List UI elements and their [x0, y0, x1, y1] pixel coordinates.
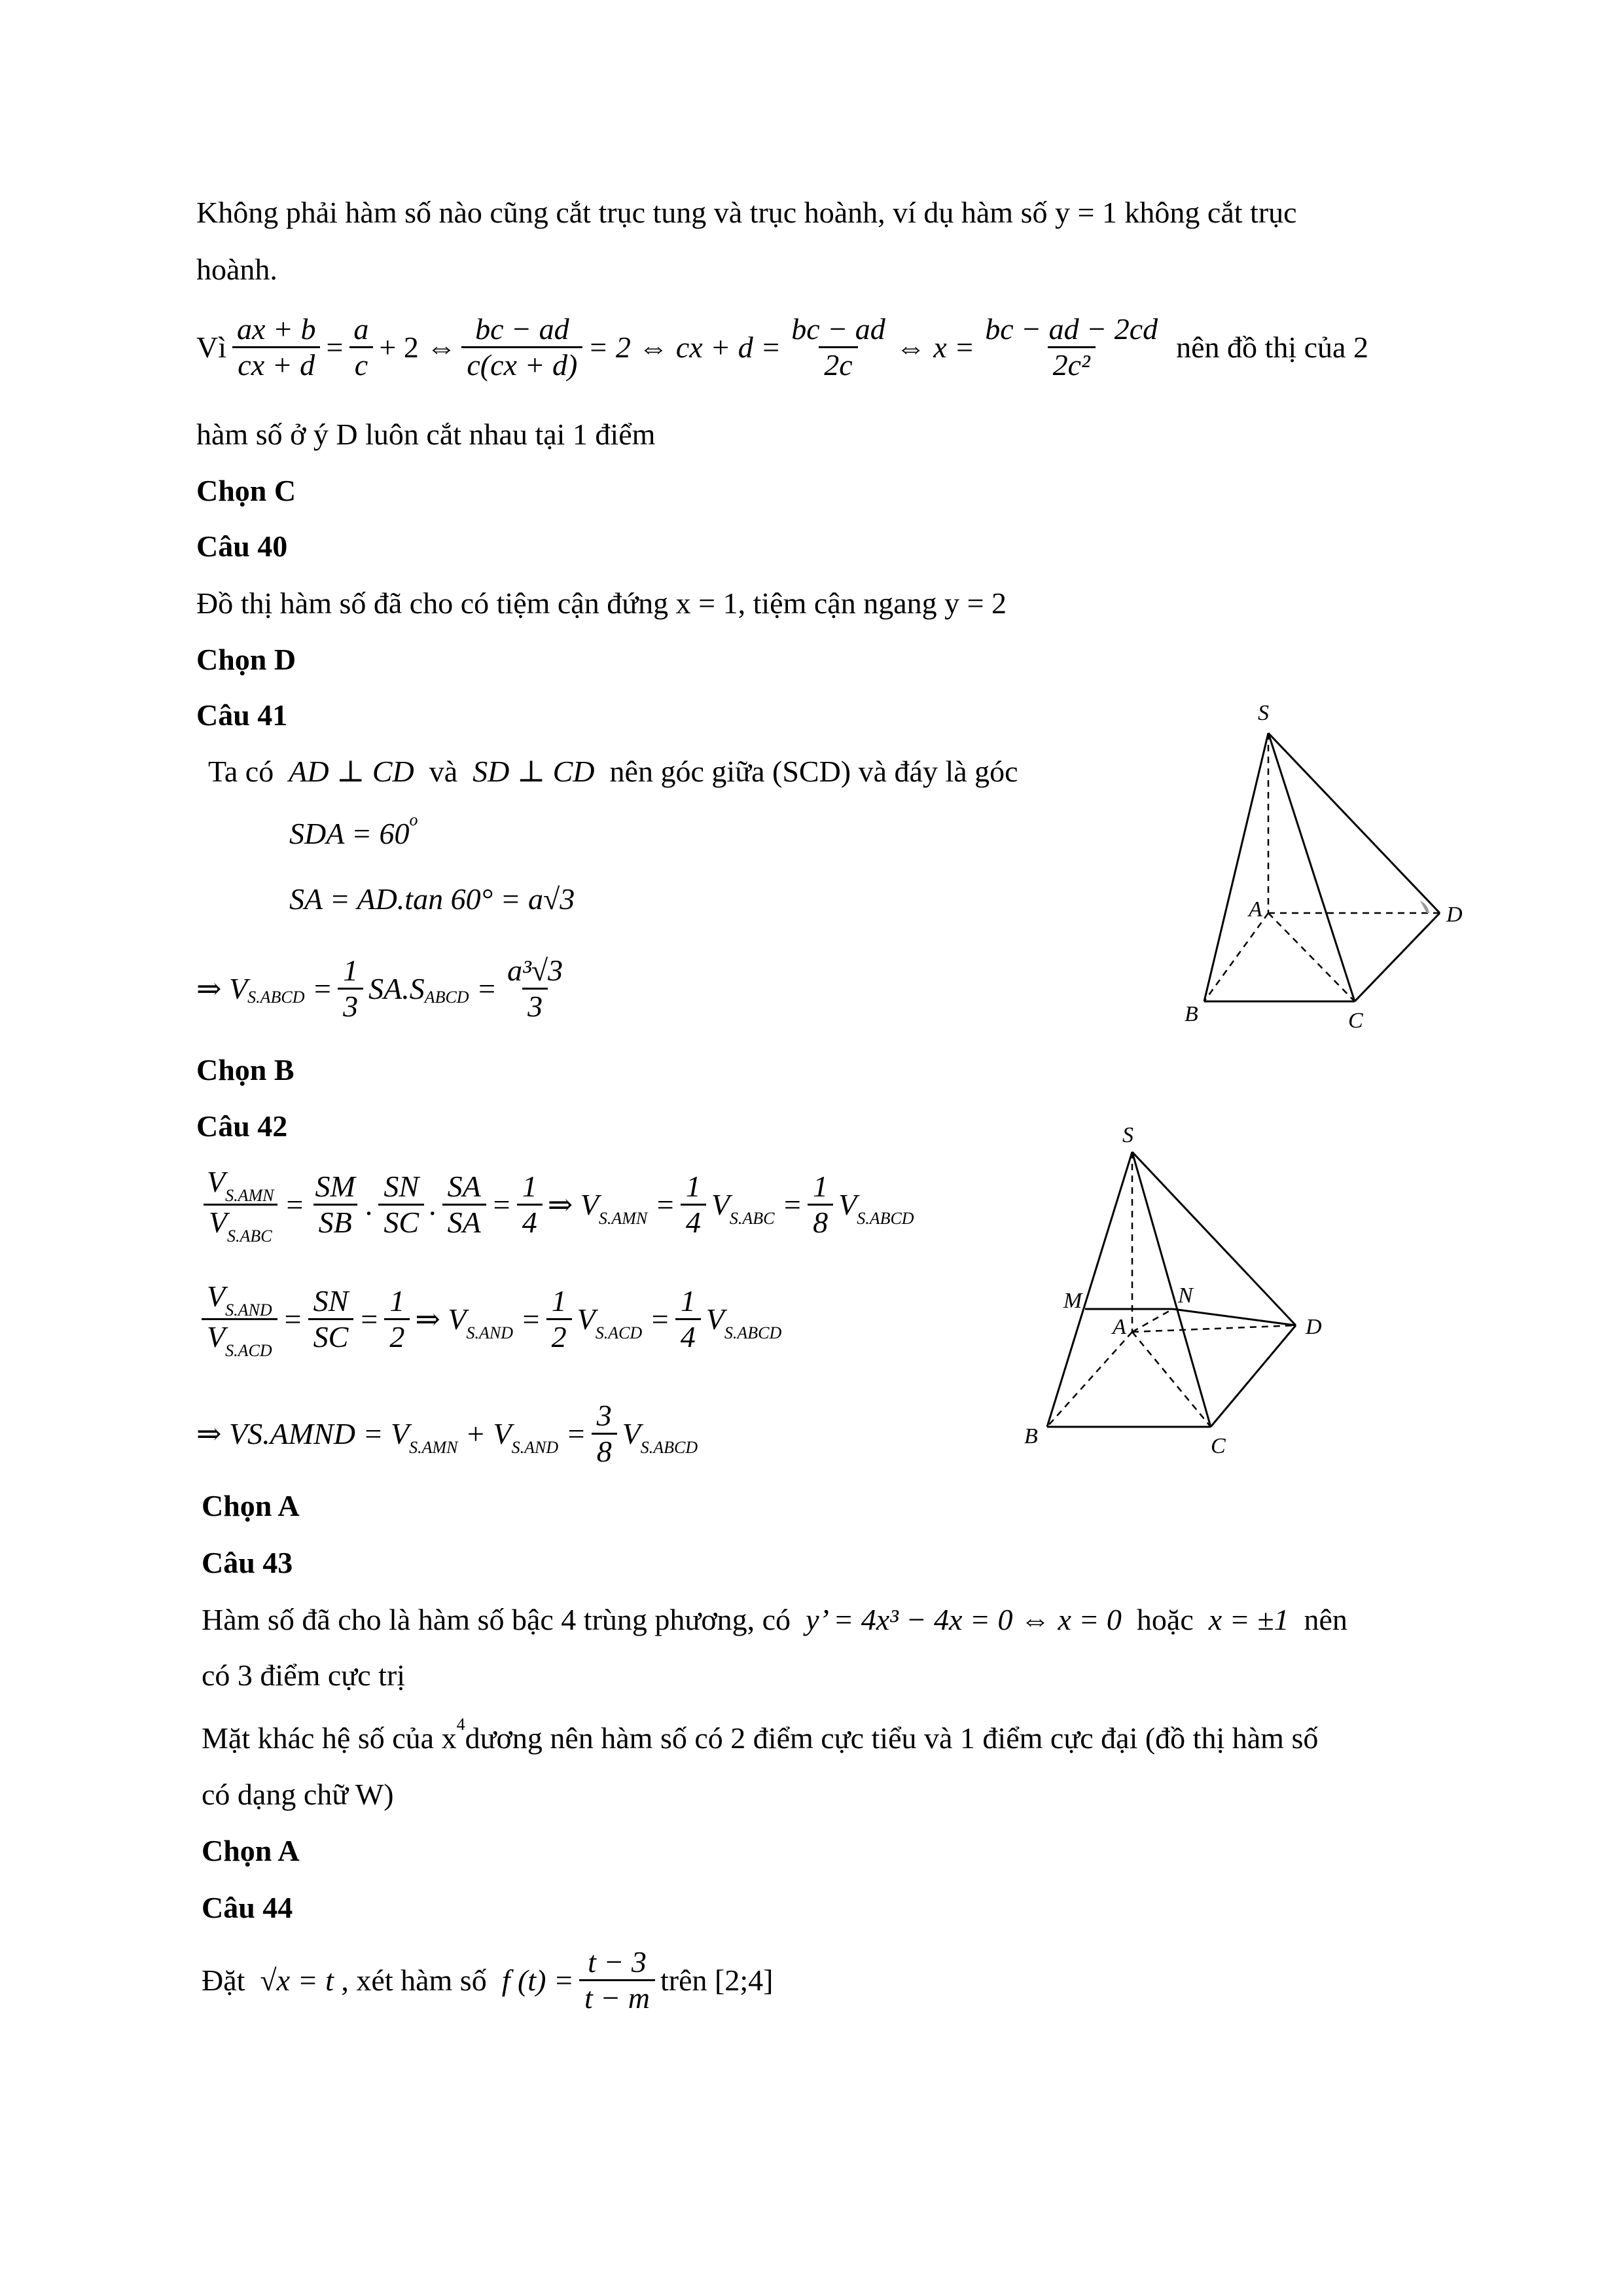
vi-lead: Vì	[196, 330, 226, 364]
frac-1: $\frac{ax + b}{cx + d}$	[232, 312, 321, 382]
pyramid-figure-1	[1165, 694, 1479, 1047]
label-D2: D	[1306, 1315, 1322, 1339]
cau42-title: Câu 42	[196, 1109, 288, 1143]
eq-two: = 2 ⇔ cx + d =	[588, 330, 781, 364]
label-S1: S	[1258, 701, 1269, 725]
cau40-title: Câu 40	[196, 529, 288, 563]
label-C2: C	[1211, 1434, 1226, 1458]
vi-formula	[196, 308, 1368, 386]
plus-two: + 2 ⇔	[379, 330, 457, 364]
cau41-line1: Ta có AD ⊥ CD và SD ⊥ CD nên góc giữa (SCD) và đáy là góc	[208, 754, 1018, 788]
answer-b: Chọn B	[196, 1053, 294, 1086]
cau40-text: Đồ thị hàm số đã cho có tiệm cận đứng x = 1, tiệm cận ngang y = 2	[196, 586, 1007, 620]
vi-line-2: hàm số ở ý D luôn cắt nhau tại 1 điểm	[196, 418, 656, 451]
intro-line-1: Không phải hàm số nào cũng cắt trục tung và trục hoành, ví dụ hàm số y = 1 không cắt trục	[196, 196, 1297, 229]
cau44-title: Câu 44	[202, 1891, 293, 1924]
label-N2: N	[1178, 1283, 1193, 1308]
label-C1: C	[1348, 1009, 1363, 1033]
label-D1: D	[1446, 903, 1463, 927]
intro-line-2: hoành.	[196, 253, 277, 286]
answer-a-2: Chọn A	[202, 1834, 300, 1867]
cau42-row3: ⇒ VS.AMND = $V_{S.AMN} + V_{S.AND}$ = $\frac{3}{8}$ $V_{S.ABCD}$	[196, 1398, 698, 1468]
label-A1: A	[1249, 897, 1262, 922]
cau43-line2: có 3 điểm cực trị	[202, 1659, 406, 1692]
label-A2: A	[1113, 1315, 1126, 1339]
frac-2: $\frac{a}{c}$	[348, 312, 374, 382]
cau44-line1: Đặt √x = t , xét hàm số f (t) = $\frac{t - 3}{t - m}$ trên [2;4]	[202, 1945, 774, 2015]
frac-3: $\frac{bc - ad}{c(cx + d)}$	[461, 312, 582, 382]
answer-c: Chọn C	[196, 474, 296, 507]
cau41-line3: SA = AD.tan 60° = a√3	[289, 882, 575, 916]
eq-three: ⇔ x =	[895, 330, 975, 364]
label-S2: S	[1122, 1123, 1133, 1147]
cau43-line3: Mặt khác hệ số của x 4 dương nên hàm số có 2 điểm cực tiểu và 1 điểm cực đại (đồ thị hàm số	[202, 1715, 1319, 1755]
frac-4: $\frac{bc - ad}{2c}$	[791, 312, 885, 382]
pyramid-figure-2	[1001, 1113, 1368, 1479]
cau42-row2: $\frac{V_{S.AND}}{V_{S.ACD}}$ = $\frac{SN}{SC}$ = $\frac{1}{2}$ ⇒ $V_{S.AND}$ = $\frac{1}{2}$ $V_{S.ACD}$ = $\frac{1}{4}$ $V_{S.ABCD}$	[196, 1280, 781, 1358]
cau41-title: Câu 41	[196, 698, 288, 732]
label-B1: B	[1185, 1002, 1198, 1026]
vi-tail: nên đồ thị của 2	[1176, 330, 1368, 364]
cau42-row1: $\frac{V_{S.AMN}}{V_{S.ABC}}$ = $\frac{SM}{SB}$ . $\frac{SN}{SC}$ . $\frac{SA}{SA}$ = $\frac{1}{4}$ ⇒ $V_{S.AMN}$ = $\frac{1}{4}$ $V_{S.ABC}$ = $\frac{1}{8}$ $V_{S.ABCD}$	[196, 1165, 914, 1244]
answer-d: Chọn D	[196, 643, 296, 676]
label-M2: M	[1063, 1289, 1082, 1313]
answer-a-1: Chọn A	[202, 1489, 300, 1522]
cau43-line4: có dạng chữ W)	[202, 1778, 394, 1811]
cau41-line2: SDA = 60 o	[289, 810, 418, 850]
label-B2: B	[1024, 1424, 1038, 1448]
cau43-line1: Hàm số đã cho là hàm số bậc 4 trùng phương, có y’ = 4x³ − 4x = 0 ⇔ x = 0 hoặc x = ±1 nên	[202, 1602, 1347, 1636]
cau43-title: Câu 43	[202, 1546, 293, 1579]
eq-sign: =	[326, 330, 344, 364]
cau41-volume: ⇒ V S.ABCD = $\frac{1}{3}$ SA.S ABCD = $\frac{\text{a³√3}}{3}$	[196, 953, 563, 1023]
frac-5: $\frac{bc - ad - 2cd}{\text{2c²}}$	[985, 312, 1158, 382]
